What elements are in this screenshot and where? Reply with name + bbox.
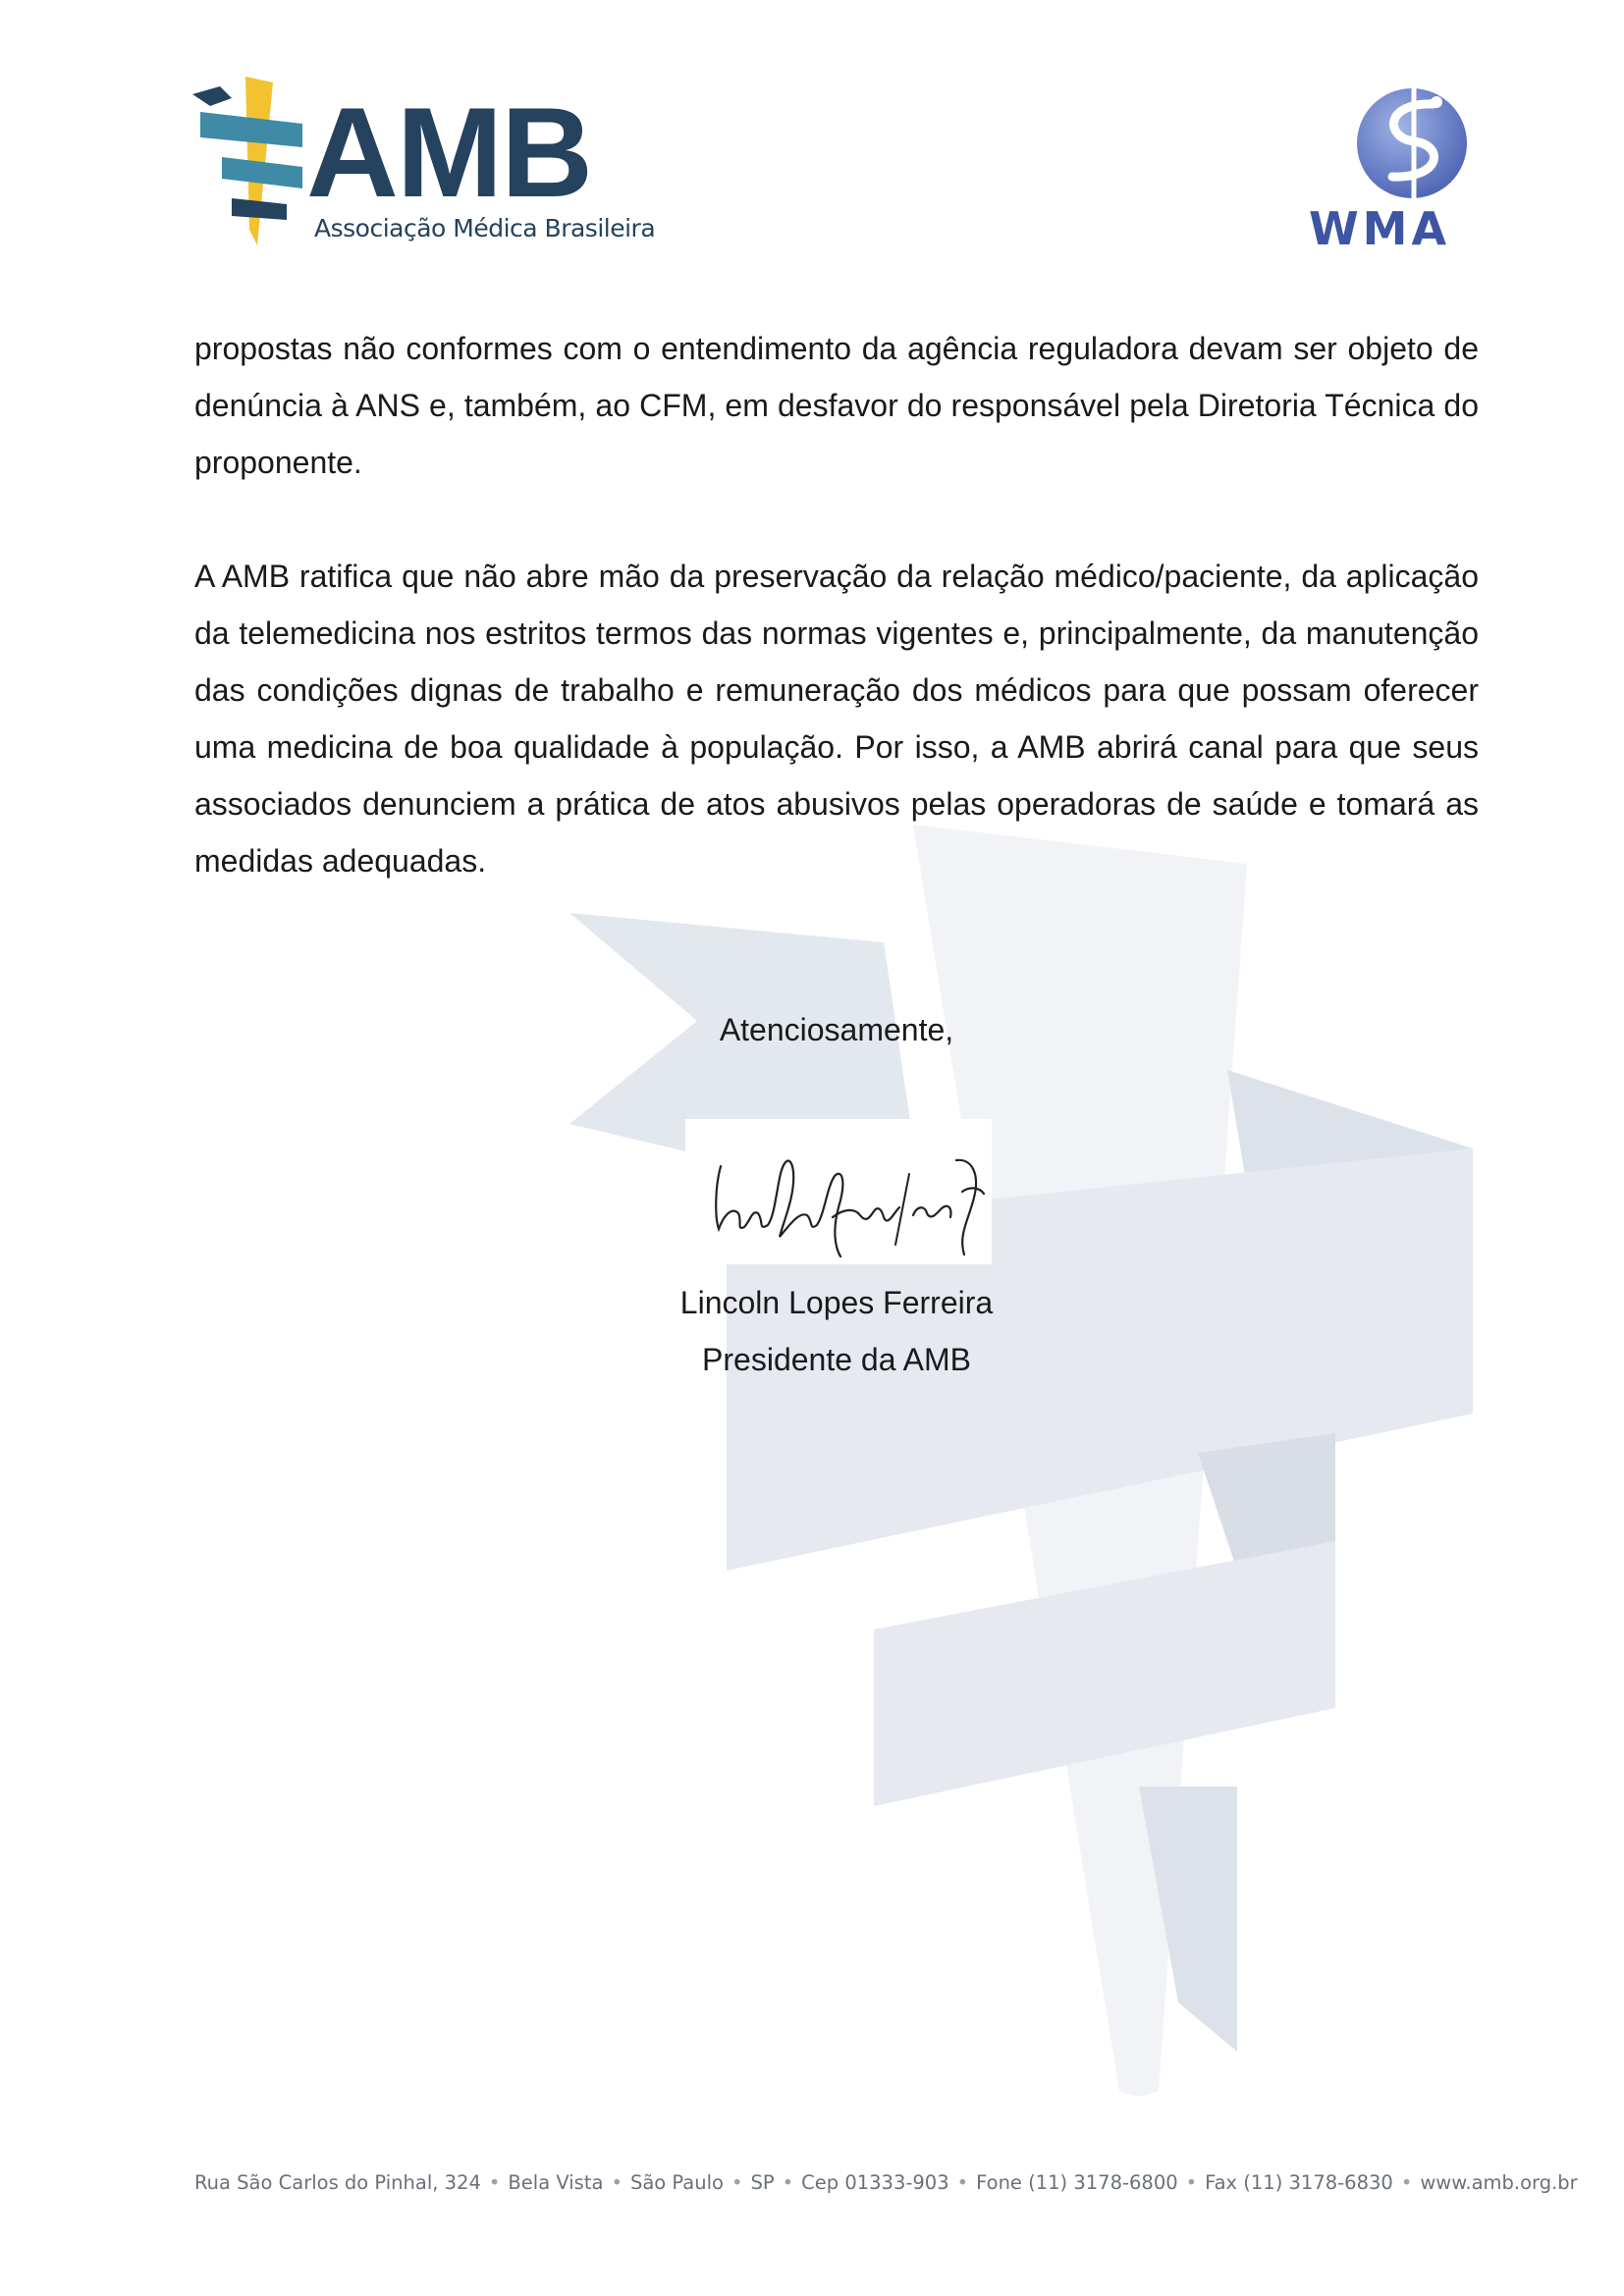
footer-separator: • xyxy=(1185,2171,1198,2194)
serpent-staff-globe-icon xyxy=(1276,77,1483,204)
amb-logo xyxy=(192,73,656,245)
footer-separator: • xyxy=(731,2171,743,2194)
footer-street: Rua São Carlos do Pinhal, 324 xyxy=(194,2171,481,2194)
footer-separator: • xyxy=(956,2171,969,2194)
footer-address xyxy=(194,2171,1578,2194)
footer-website-link[interactable]: www.amb.org.br xyxy=(1420,2171,1578,2194)
footer-state: SP xyxy=(750,2171,775,2194)
footer-separator: • xyxy=(782,2171,794,2194)
signer-name: Lincoln Lopes Ferreira xyxy=(679,1285,994,1320)
footer-fax: Fax (11) 3178-6830 xyxy=(1205,2171,1393,2194)
letterhead xyxy=(0,0,1624,265)
signature xyxy=(685,1119,992,1264)
footer-separator: • xyxy=(1400,2171,1413,2194)
wma-wordmark: WMA xyxy=(1308,202,1451,255)
amb-subtitle: Associação Médica Brasileira xyxy=(314,214,656,242)
wma-logo xyxy=(1276,77,1483,253)
footer-separator: • xyxy=(611,2171,623,2194)
footer-neighborhood: Bela Vista xyxy=(508,2171,604,2194)
footer-zip: Cep 01333-903 xyxy=(801,2171,949,2194)
letter-body xyxy=(194,320,1479,889)
signer-title: Presidente da AMB xyxy=(702,1342,971,1377)
closing-salutation: Atenciosamente, xyxy=(719,1012,954,1047)
footer-phone: Fone (11) 3178-6800 xyxy=(976,2171,1178,2194)
body-paragraph: A AMB ratifica que não abre mão da preservação da relação médico/paciente, da aplicação da telemedicina nos estritos termos das normas vigentes e, principalmente, da manutenção das condições dignas de trabalho e remuneração dos médicos para que possam oferecer uma medicina de boa qualidade à população. Por isso, a AMB abrirá canal para que seus associados denunciem a prática de atos abusivos pelas operadoras de saúde e tomará as medidas adequadas. xyxy=(194,559,1479,879)
amb-wordmark: AMB xyxy=(306,80,592,224)
caduceus-ribbon-icon xyxy=(192,73,308,245)
handwritten-signature xyxy=(685,1119,992,1264)
signer-block xyxy=(194,1274,1479,1388)
footer-separator: • xyxy=(488,2171,501,2194)
body-paragraph: propostas não conformes com o entendimento da agência reguladora devam ser objeto de denúncia à ANS e, também, ao CFM, em desfavor do responsável pela Diretoria Técnica do proponente. xyxy=(194,331,1479,480)
footer-city: São Paulo xyxy=(629,2171,724,2194)
